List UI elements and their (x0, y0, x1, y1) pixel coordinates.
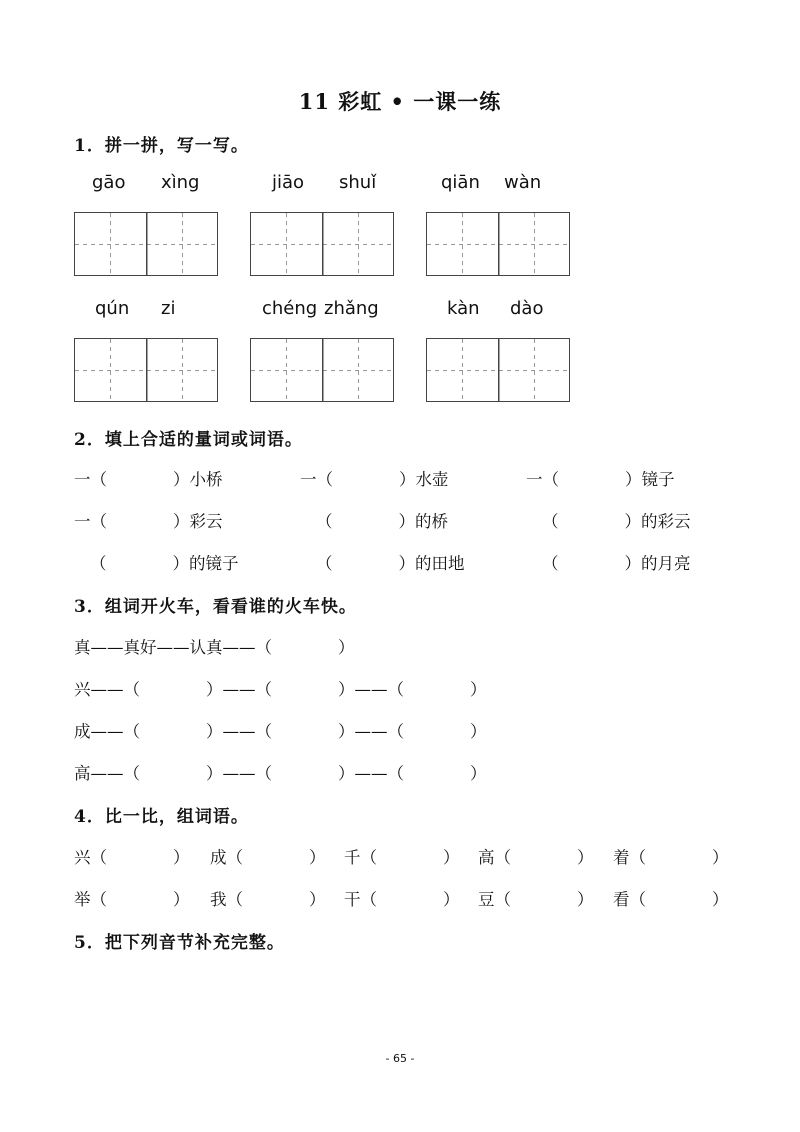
q2-heading: 2．填上合适的量词或词语。 (74, 430, 303, 450)
q2-item[interactable]: （ ）的镜子 (90, 554, 239, 573)
q2-item[interactable]: （ ）的田地 (316, 554, 465, 573)
compare-item[interactable]: 干（ ） (344, 890, 460, 909)
writing-grid-kandao[interactable] (426, 338, 570, 402)
q2-item[interactable]: 一（ ）镜子 (526, 470, 675, 489)
pinyin-shui: shuǐ (339, 172, 377, 193)
compare-item[interactable]: 看（ ） (613, 890, 729, 909)
q5-heading: 5．把下列音节补充完整。 (74, 933, 285, 953)
word-train-line[interactable]: 兴——（ ）——（ ）——（ ） (74, 680, 487, 699)
pinyin-qun: qún (95, 298, 130, 319)
page-number: - 65 - (385, 1052, 415, 1065)
compare-item[interactable]: 豆（ ） (478, 890, 594, 909)
pinyin-gao: gāo (92, 172, 126, 193)
q2-item[interactable]: 一（ ）水壶 (300, 470, 449, 489)
pinyin-dao: dào (510, 298, 544, 319)
q4-heading: 4．比一比，组词语。 (74, 807, 249, 827)
writing-grid-gaoxing[interactable] (74, 212, 218, 276)
q2-item[interactable]: （ ）的桥 (316, 512, 448, 531)
pinyin-qian: qiān (441, 172, 480, 193)
writing-grid-jiaoshui[interactable] (250, 212, 394, 276)
writing-grid-qianwan[interactable] (426, 212, 570, 276)
pinyin-kan: kàn (447, 298, 480, 319)
q3-heading: 3．组词开火车，看看谁的火车快。 (74, 597, 357, 617)
pinyin-xing: xìng (161, 172, 200, 193)
compare-item[interactable]: 着（ ） (613, 848, 729, 867)
q2-item[interactable]: （ ）的月亮 (542, 554, 691, 573)
q2-item[interactable]: 一（ ）彩云 (74, 512, 223, 531)
compare-item[interactable]: 兴（ ） (74, 848, 190, 867)
q2-item[interactable]: 一（ ）小桥 (74, 470, 223, 489)
word-train-line[interactable]: 真——真好——认真——（ ） (74, 638, 355, 657)
compare-item[interactable]: 我（ ） (210, 890, 326, 909)
word-train-line[interactable]: 高——（ ）——（ ）——（ ） (74, 764, 487, 783)
compare-item[interactable]: 高（ ） (478, 848, 594, 867)
word-train-line[interactable]: 成——（ ）——（ ）——（ ） (74, 722, 487, 741)
compare-item[interactable]: 举（ ） (74, 890, 190, 909)
page-title: 11 彩虹 • 一课一练 (298, 89, 502, 114)
writing-grid-chengzhang[interactable] (250, 338, 394, 402)
pinyin-zhang: zhǎng (324, 298, 379, 319)
pinyin-cheng: chéng (262, 298, 318, 319)
compare-item[interactable]: 成（ ） (210, 848, 326, 867)
writing-grid-qunzi[interactable] (74, 338, 218, 402)
pinyin-zi: zi (161, 298, 176, 319)
pinyin-jiao: jiāo (272, 172, 305, 193)
q1-heading: 1．拼一拼，写一写。 (74, 136, 249, 156)
compare-item[interactable]: 千（ ） (344, 848, 460, 867)
pinyin-wan: wàn (504, 172, 542, 193)
q2-item[interactable]: （ ）的彩云 (542, 512, 691, 531)
